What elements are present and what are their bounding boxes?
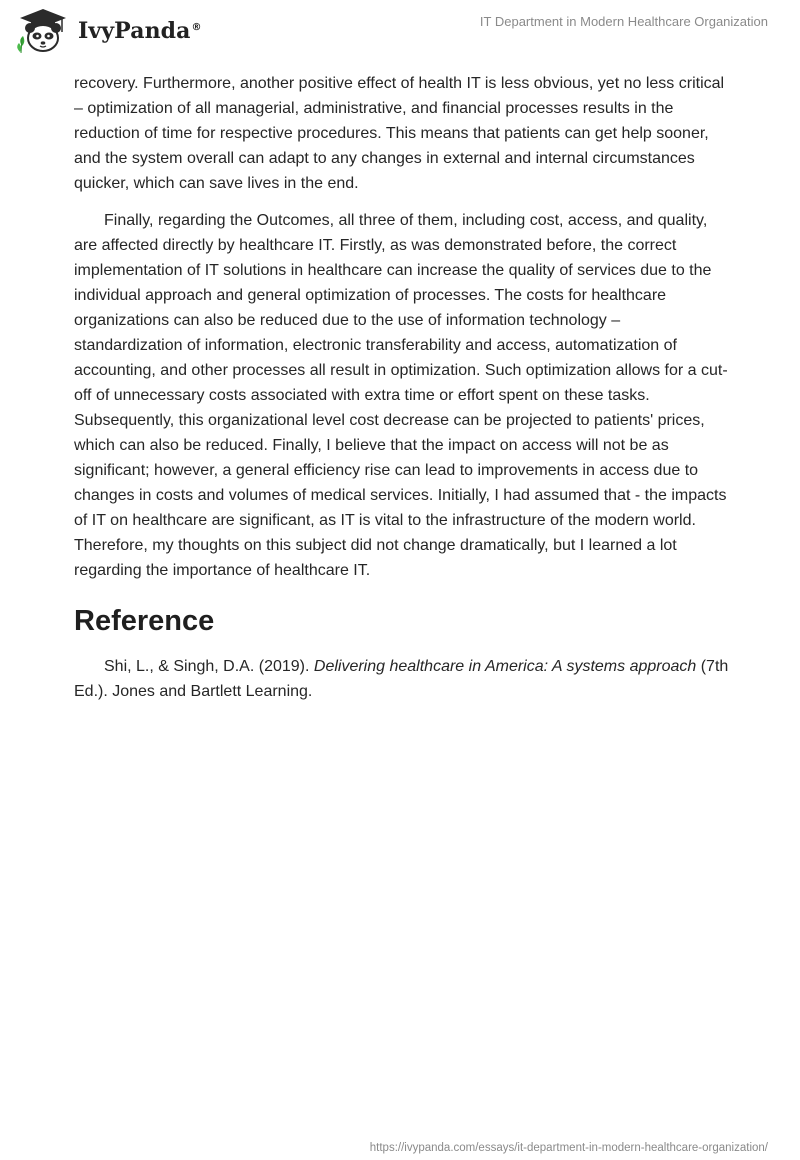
document-title: IT Department in Modern Healthcare Organization [479, 14, 768, 29]
registered-mark: ® [191, 21, 202, 33]
reference-title: Delivering healthcare in America: A systems approach [313, 658, 697, 675]
reference-authors: Shi, L., & Singh, D.A. (2019). [104, 658, 314, 675]
paragraph-continued: recovery. Furthermore, another positive effect of health IT is less obvious, yet no less critical – optimization of all managerial, administrative, and financial processes results in the reduction of time for respective procedures. This means that patients can get help sooner, and the system overall can adapt to any changes in external and internal circumstances quicker, which can save lives in the end. [74, 75, 725, 192]
brand-name: IvyPanda® [78, 18, 202, 44]
reference-entry [74, 654, 729, 704]
reference-publisher: (7th Ed.). Jones and Bartlett Learning. [74, 658, 729, 700]
essay-body [74, 71, 729, 704]
source-url[interactable]: https://ivypanda.com/essays/it-department-in-modern-healthcare-organization/ [369, 1142, 768, 1154]
paragraph-outcomes: Finally, regarding the Outcomes, all three of them, including cost, access, and quality, are affected directly by healthcare IT. Firstly, as was demonstrated before, the correct implementation of IT solutions in healthcare can increase the quality of services due to the individual approach and general optimization of processes. The costs for healthcare organizations can also be reduced due to the use of information technology – standardization of information, electronic transferability and access, automatization of accounting, and other processes all result in optimization. Such optimization allows for a cut-off of unnecessary costs associated with extra time or effort spent on these tasks. Subsequently, this organizational level cost decrease can be projected to patients' prices, which can also be reduced. Finally, I believe that the impact on access will not be as significant; however, a general efficiency rise can lead to improvements in access due to changes in costs and volumes of medical services. Initially, I had assumed that - the impacts of IT on healthcare are significant, as IT is vital to the infrastructure of the modern world. Therefore, my thoughts on this subject did not change dramatically, but I learned a lot regarding the importance of healthcare IT. [74, 212, 728, 579]
panda-graduation-cap-icon [14, 6, 72, 54]
page-header [0, 0, 800, 60]
ivypanda-logo[interactable] [14, 6, 202, 54]
reference-heading: Reference [74, 605, 215, 637]
